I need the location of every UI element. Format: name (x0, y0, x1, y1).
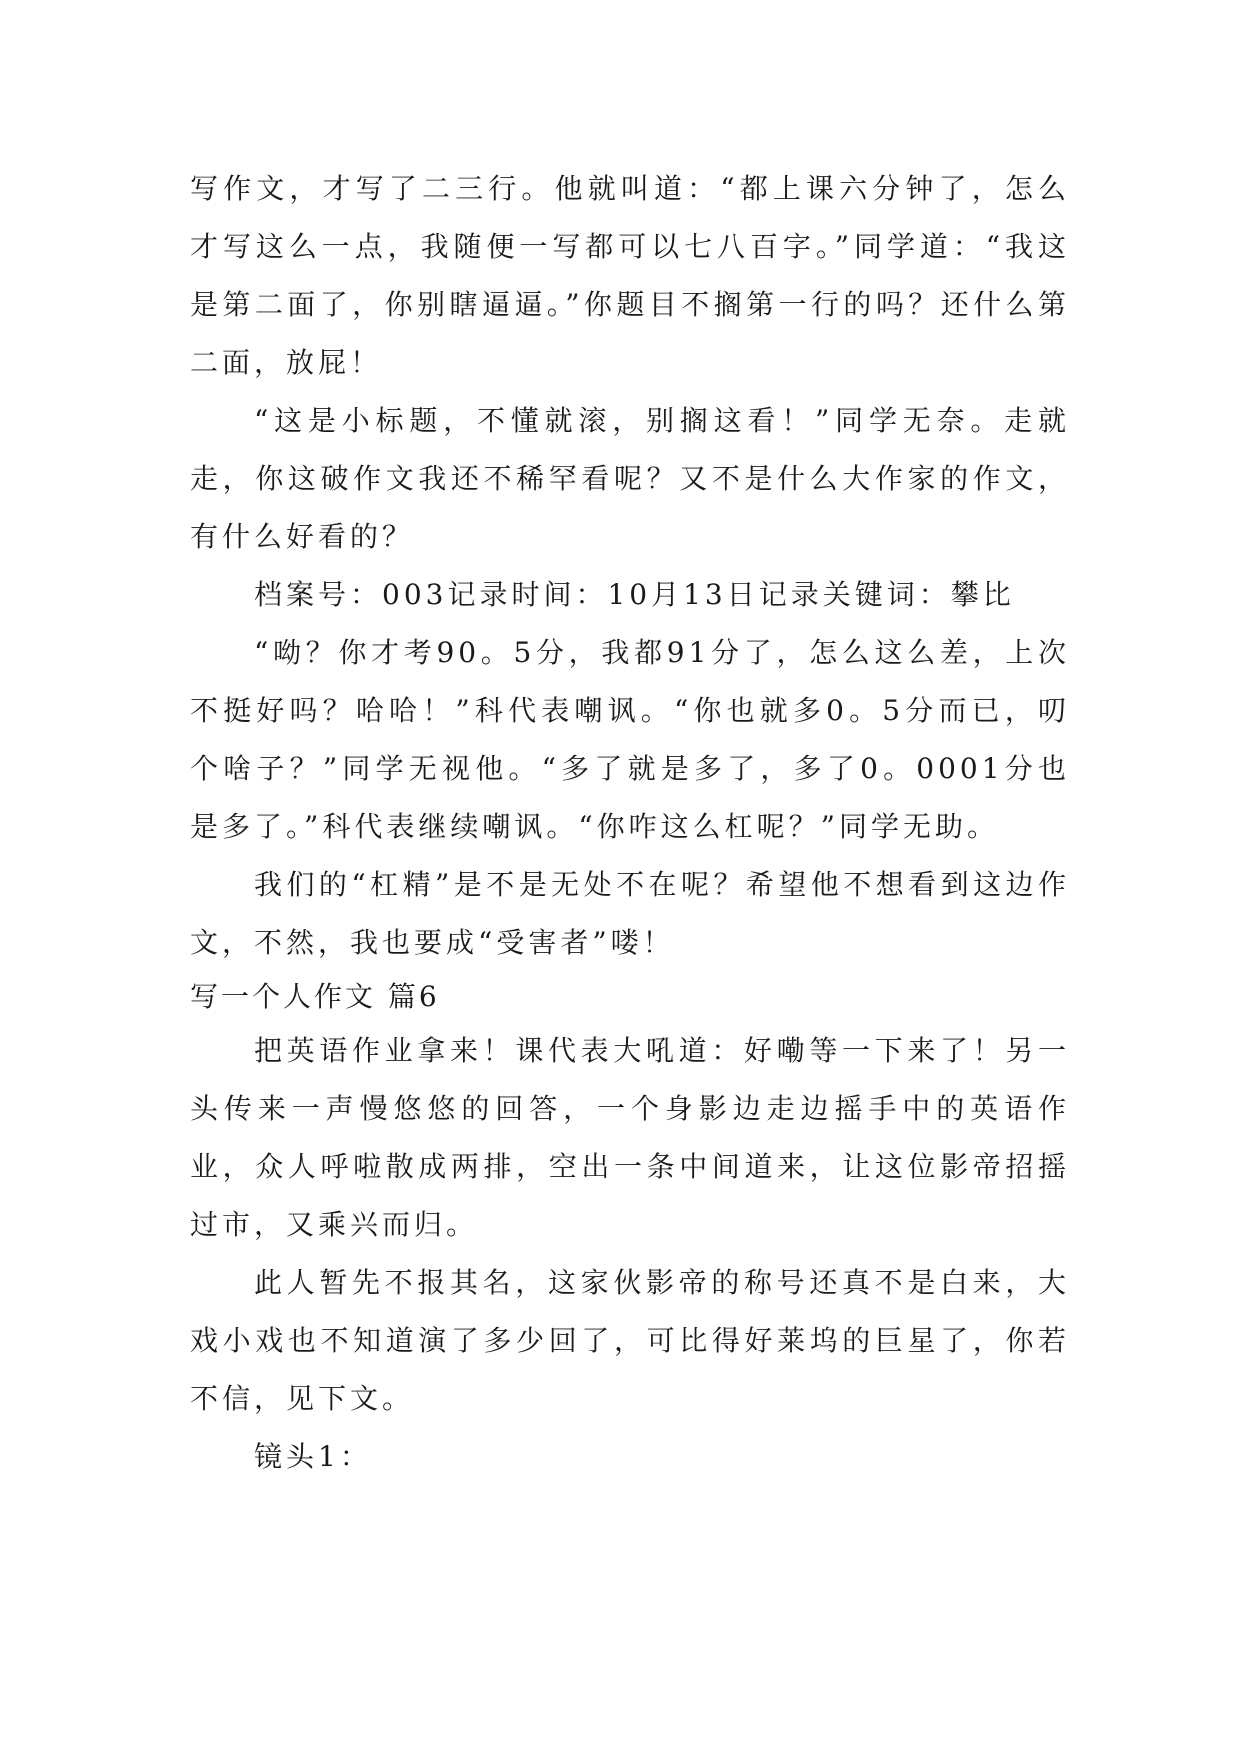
paragraph-record-header: 档案号：003记录时间：10月13日记录关键词：攀比 (254, 578, 1015, 611)
paragraph-subtitle-retort: “这是小标题，不懂就滚，别搁这看！”同学无奈。走就走，你这破作文我还不稀罕看呢？又不是什么大作家的作文，有什么好看的？ (190, 404, 1070, 553)
paragraph-conclusion: 我们的“杠精”是不是无处不在呢？希望他不想看到这边作文，不然，我也要成“受害者”喽！ (190, 868, 1070, 959)
section-heading: 写一个人作文 篇6 (190, 980, 440, 1013)
paragraph-scene-label: 镜头1： (254, 1440, 372, 1473)
document-body (190, 160, 1070, 1486)
paragraph-film-star: 此人暂先不报其名，这家伙影帝的称号还真不是白来，大戏小戏也不知道演了多少回了，可比得好莱坞的巨星了，你若不信，见下文。 (190, 1266, 1070, 1415)
paragraph-continuation: 写作文，才写了二三行。他就叫道：“都上课六分钟了，怎么才写这么一点，我随便一写都可以七八百字。”同学道：“我这是第二面了，你别瞎逼逼。”你题目不搁第一行的吗？还什么第二面，放屁！ (190, 172, 1070, 379)
paragraph-score-dialogue: “呦？你才考90。5分，我都91分了，怎么这么差，上次不挺好吗？哈哈！”科代表嘲讽。“你也就多0。5分而已，叨个啥子？”同学无视他。“多了就是多了，多了0。0001分也是多了。”科代表继续嘲讽。“你咋这么杠呢？”同学无助。 (190, 636, 1070, 843)
paragraph-homework: 把英语作业拿来！课代表大吼道：好嘞等一下来了！另一头传来一声慢悠悠的回答，一个身影边走边摇手中的英语作业，众人呼啦散成两排，空出一条中间道来，让这位影帝招摇过市，又乘兴而归。 (190, 1034, 1070, 1241)
